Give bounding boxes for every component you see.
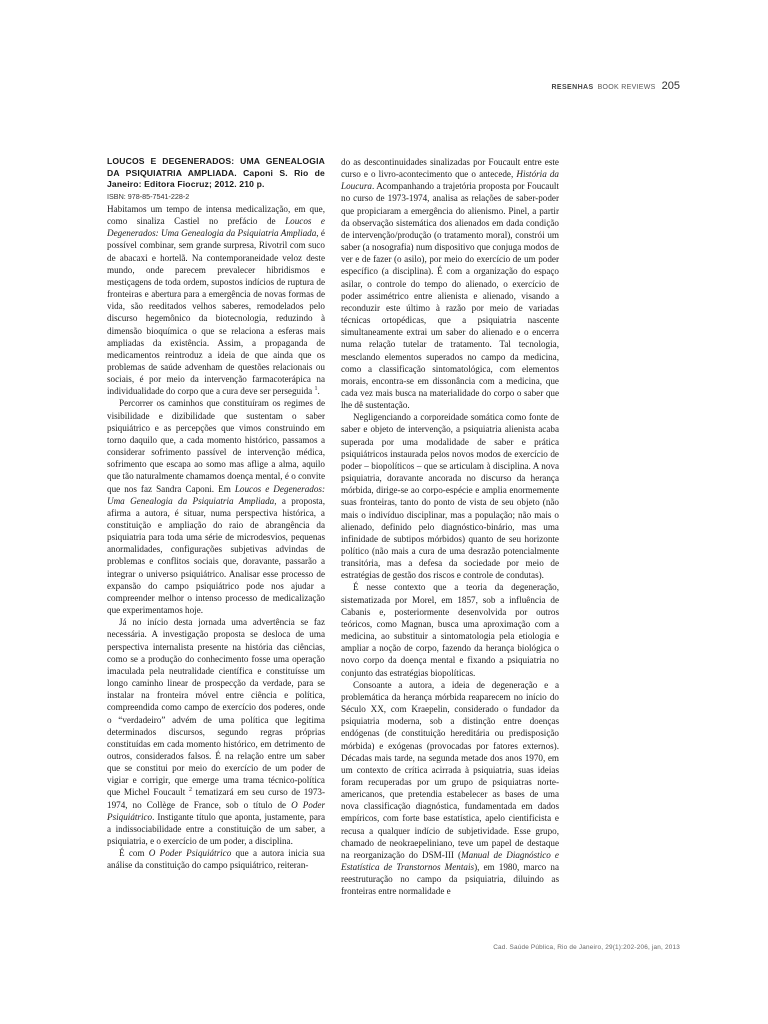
paragraph: É nesse contexto que a teoria da degeneração, sistematizada por Morel, em 1857, sob a influência de Cabanis e, posteriormente desenvolvida por outros teóricos, como Magnan, busca uma aproximação com a medicina, ao substituir a sintomatologia pela etiologia e ampliar a noção de corpo, fazendo da herança biológica o novo corpo da doença mental e fixando a psiquiatria no conjunto das estratégias biopolíticas.	[341, 582, 559, 678]
paragraph: Habitamos um tempo de intensa medicalização, em que, como sinaliza Castiel no prefácio de Loucos e Degenerados: Uma Genealogia da Psiquiatria Ampliada, é possível combinar, sem grande surpresa, Rivotril com suco de abacaxi e hortelã. Na contemporaneidade veloz deste mundo, onde parecem prevalecer hibridismos e mestiçagens de toda ordem, supostos indícios de ruptura de fronteiras e abertura para a emergência de novas formas de vida, são reeditados velhos saberes, remodelados pelo discurso hegemônico da biotecnologia, reduzindo à dimensão bioquímica o que se relaciona a esferas mais ampliadas da existência. Assim, a propaganda de medicamentos reintroduz a ideia de que ainda que os problemas de saúde advenham de questões relacionais ou sociais, é por meio da intervenção farmacoterápica na individualidade do corpo que a cura deve ser perseguida $^1$.	[107, 203, 325, 397]
paragraph: Já no início desta jornada uma advertência se faz necessária. A investigação proposta se desloca de uma perspectiva internalista presente na história das ciências, como se a produção do conhecimento fosse uma operação imaculada pela neutralidade científica e constituísse um longo caminho linear de prospecção da verdade, para se instalar na fronteira móvel entre ciência e política, compreendida como campo de exercício dos poderes, onde o “verdadeiro” advém de uma política que legitima determinados discursos, segundo regras próprias constituídas em cada momento histórico, em detrimento de outros, considerados falsos. É na relação entre um saber que se constitui por meio do exercício de um poder de vigiar e corrigir, que emerge uma trama técnico-política que Michel Foucault $^2$ tematizará em seu curso de 1973-1974, no Collège de France, sob o título de O Poder Psiquiátrico. Instigante título que aponta, justamente, para a indissociabilidade entre a constituição de um saber, a psiquiatria, e o exercício de um poder, a disciplina.	[107, 617, 325, 847]
paragraph: É com O Poder Psiquiátrico que a autora inicia sua análise da constituição do campo psiquiátrico, reiteran-	[107, 848, 325, 871]
review-citation: Caponi S. Rio de Janeiro: Editora Fiocruz; 2012. 210 p.	[107, 167, 325, 190]
footnote-ref: 2	[188, 787, 192, 794]
paragraph: Percorrer os caminhos que constituíram os regimes de visibilidade e dizibilidade que sustentam o saber psiquiátrico e as percepções que vimos construindo em torno daquilo que, a cada momento histórico, passamos a considerar sofrimento passível de intervenção médica, sofrimento que escapa ao somo mas aflige a alma, aquilo que tão naturalmente chamamos doença mental, é o convite que nos faz Sandra Caponi. Em Loucos e Degenerados: Uma Genealogia da Psiquiatria Ampliada, a proposta, afirma a autora, é situar, numa perspectiva histórica, a constituição e ampliação do raio de abrangência da psiquiatria para toda uma série de microdesvios, pequenas anormalidades, configurações subjetivas advindas de problemas e conflitos sociais que, doravante, passarão a integrar o universo psiquiátrico. Analisar esse processo de expansão do campo psiquiátrico pode nos ajudar a compreender melhor o intenso processo de medicalização que experimentamos hoje.	[107, 398, 325, 616]
section-label: RESENHAS	[551, 84, 594, 91]
journal-footer: Cad. Saúde Pública, Rio de Janeiro, 29(1):202-206, jan, 2013	[493, 944, 680, 951]
footnote-ref: 1	[314, 386, 318, 393]
isbn: ISBN: 978-85-7541-228-2	[107, 191, 190, 201]
paragraph: do as descontinuidades sinalizadas por Foucault entre este curso e o livro-acontecimento que o antecede, História da Loucura. Acompanhando a trajetória proposta por Foucault no curso de 1973-1974, analisa as relações de saber-poder que propiciaram a emergência do alienismo. Pinel, a partir da observação sistemática dos alienados em dada condição de intervenção/produção (o tratamento moral), constrói um saber (a nosografia) num dispositivo que conjuga modos de ver e de fazer (o asilo), por meio do exercício de um poder específico (a disciplina). É com a organização do espaço asilar, o controle do tempo do alienado, o exercício de poder assimétrico entre alienista e alienado, visando a reconduzir este último à razão por meio de variadas técnicas ortopédicas, que a psiquiatria nascente simultaneamente extrai um saber do alienado e o encerra numa relação tutelar de tratamento. Tal tecnologia, mesclando elementos superados no campo da medicina, como a classificação sintomatológica, com elementos morais, encontra-se em dissonância com a medicina, que cada vez mais busca na materialidade do corpo o saber que lhe dê sustentação.	[341, 157, 559, 411]
review-title-block	[107, 156, 325, 191]
left-column	[107, 156, 325, 872]
review-title: LOUCOS E DEGENERADOS: UMA GENEALOGIA DA PSIQUIATRIA AMPLIADA.	[107, 156, 325, 178]
right-column	[341, 156, 559, 898]
paragraph: Consoante a autora, a ideia de degeneração e a problemática da herança mórbida reaparecem no início do Século XX, com Kraepelin, considerado o fundador da psiquiatria moderna, sob a distinção entre doenças endógenas (de constituição hereditária ou predisposição mórbida) e exógenas (provocadas por fatores externos). Décadas mais tarde, na segunda metade dos anos 1970, em um contexto de crítica acirrada à psiquiatria, suas ideias foram recuperadas por um grupo de psiquiatras norte-americanos, que pretendia estabelecer as bases de uma nova classificação diagnóstica, fundamentada em dados empíricos, com forte base estatística, apelo cientificista e recusa a qualquer indício de subjetividade. Esse grupo, chamado de neokraepeliniano, teve um papel de destaque na reorganização do DSM-III (Manual de Diagnóstico e Estatística de Transtornos Mentais), em 1980, marco na reestruturação no campo da psiquiatria, diluindo as fronteiras entre normalidade e	[341, 679, 559, 897]
page-number: 205	[661, 80, 680, 92]
running-head	[551, 76, 680, 94]
paragraph: Negligenciando a corporeidade somática como fonte de saber e objeto de intervenção, a psiquiatria alienista acaba superada por uma modalidade de saber e prática psiquiátricos instaurada pelos novos modos de exercício de poder – biopolíticos – que se articulam à disciplina. A nova psiquiatria, doravante ancorada no discurso da herança mórbida, dirige-se ao corpo-espécie e amplia enormemente suas fronteiras, tanto do ponto de vista de seu objeto (não mais o indivíduo disciplinar, mas a população; não mais o alienado, definido pelo diagnóstico-binário, mas uma infinidade de subtipos mórbidos) quanto de seu horizonte político (não mais a cura de uma desrazão potencialmente transitória, mas a defesa da sociedade por meio de estratégias de gestão dos riscos e controle de condutas).	[341, 412, 559, 581]
section-label-en: BOOK REVIEWS	[597, 84, 656, 91]
